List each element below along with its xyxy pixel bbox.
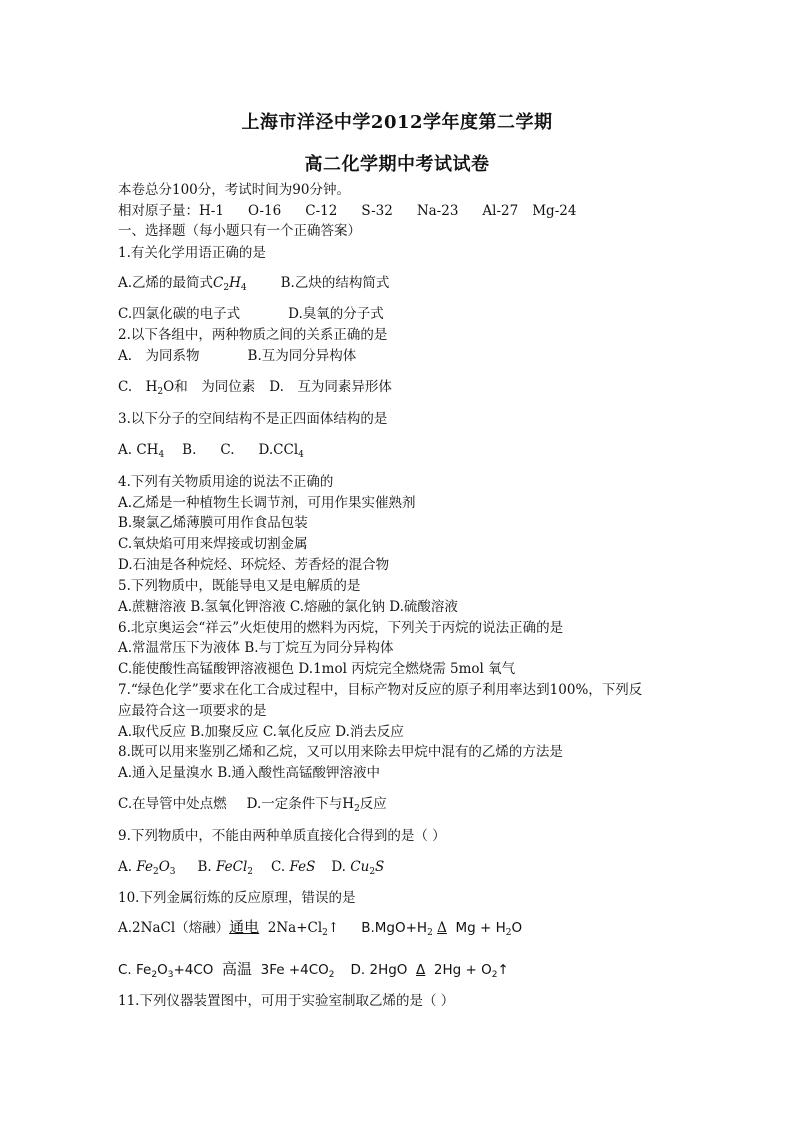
subscript: 2: [152, 867, 159, 877]
q7-stem-line1: 7.“绿色化学”要求在化工合成过程中，目标产物对反应的原子利用率达到100%，下列反: [118, 682, 643, 698]
q7-options: A.取代反应 B.加聚反应 C.氧化反应 D.消去反应: [118, 724, 404, 740]
subscript: 2: [354, 804, 360, 814]
heat-symbol: Δ: [416, 962, 426, 978]
formula: O: [157, 962, 168, 978]
q2-options-cd: [118, 378, 392, 401]
q10-options-cd: [118, 960, 509, 984]
subscript: 2: [491, 970, 498, 980]
q8-options-ab: A.通入足量溴水 B.通入酸性高锰酸钾溶液中: [118, 765, 381, 781]
q1-option-b: B.乙炔的结构简式: [280, 275, 390, 291]
formula: H: [229, 275, 241, 291]
atomic-mass-line: [118, 202, 576, 220]
q6-options-cd: C.能使酸性高锰酸钾溶液褪色 D.1mol 丙烷完全燃烧需 5mol 氧气: [118, 661, 516, 677]
q5-stem: 5.下列物质中，既能导电又是电解质的是: [118, 578, 361, 594]
atomic-mass-item: Na-23: [416, 203, 459, 219]
subscript: 3: [167, 970, 174, 980]
formula: Fe: [136, 859, 153, 875]
q9-option-c: C.: [271, 859, 286, 875]
formula: C: [213, 275, 224, 291]
atomic-mass-item: Mg-24: [532, 203, 577, 219]
q1-option-a: A.乙烯的最简式: [118, 275, 214, 291]
q2-option-c-text: O和 为同位素: [163, 379, 256, 395]
q9-option-b: B.: [197, 859, 212, 875]
subscript: 4: [158, 450, 165, 460]
q9-option-a: A.: [118, 859, 133, 875]
q1-stem: 1.有关化学用语正确的是: [118, 245, 266, 261]
q9-option-d: D.: [331, 859, 346, 875]
gas-arrow: ↑: [497, 962, 509, 978]
q10-option-d: D. 2HgO: [350, 962, 408, 978]
q1-options-cd: [118, 305, 384, 323]
q3-option-b: B.: [182, 442, 197, 458]
atomic-mass-item: O-16: [247, 203, 282, 219]
subscript: 2: [322, 928, 328, 938]
q2-stem: 2.以下各组中，两种物质之间的关系正确的是: [118, 327, 388, 343]
formula: Cu: [350, 859, 370, 875]
q5-options: A.蔗糖溶液 B.氢氧化钾溶液 C.熔融的氯化钠 D.硫酸溶液: [118, 599, 458, 615]
q9-stem: 9.下列物质中，不能由两种单质直接化合得到的是（ ）: [118, 828, 446, 844]
q3-option-c: C.: [220, 442, 235, 458]
subscript: 2: [223, 283, 230, 293]
q8-option-d-text: 反应: [359, 796, 387, 812]
q6-options-ab: A.常温常压下为液体 B.与丁烷互为同分异构体: [118, 640, 394, 656]
q1-option-d: D.臭氧的分子式: [288, 306, 384, 322]
formula: +4CO: [173, 962, 214, 978]
q10-option-b-product: Mg + H: [455, 920, 506, 936]
q4-option-a: A.乙烯是一种植物生长调节剂，可用作果实催熟剂: [118, 495, 416, 511]
q10-option-b: B.MgO+H: [361, 920, 428, 936]
q4-option-b: B.聚氯乙烯薄膜可用作食品包装: [118, 515, 308, 531]
subscript: 3: [169, 867, 176, 877]
subscript: 2: [247, 867, 254, 877]
q10-option-b-end: O: [511, 920, 523, 936]
q1-options-ab: [118, 274, 389, 297]
q10-stem: 10.下列金属衍炼的反应原理，错误的是: [118, 890, 356, 906]
q10-option-c-product: 3Fe +4CO: [260, 962, 329, 978]
q3-options: [118, 441, 304, 464]
formula: O: [158, 859, 170, 875]
atomic-mass-item: Al-27: [482, 203, 519, 219]
reaction-condition: 高温: [222, 960, 253, 978]
q10-option-c: C. Fe: [118, 962, 152, 978]
subscript: 2: [505, 928, 512, 938]
atomic-mass-item: C-12: [305, 203, 338, 219]
q2-option-a: A. 为同系物: [118, 348, 200, 364]
q10-option-d-product: 2Hg + O: [433, 962, 492, 978]
heat-symbol: Δ: [437, 920, 447, 936]
q4-option-d: D.石油是各种烷烃、环烷烃、芳香烃的混合物: [118, 557, 390, 573]
q3-option-d: D.CCl: [258, 442, 299, 458]
q2-option-b: B.互为同分异构体: [247, 348, 357, 364]
q11-stem: 11.下列仪器装置图中，可用于实验室制取乙烯的是（ ）: [118, 993, 455, 1009]
q10-option-a: A.2NaCl（熔融）: [118, 920, 230, 936]
atomic-mass-label: 相对原子量：: [118, 203, 199, 219]
atomic-mass-item: H-1: [199, 203, 224, 219]
q9-options: [118, 858, 384, 881]
q8-options-cd: [118, 795, 387, 818]
subscript: 4: [298, 450, 304, 460]
subscript: 4: [240, 283, 247, 293]
intro-text: 本卷总分100分，考试时间为90分钟。: [118, 182, 350, 198]
q2-option-c: C. H: [118, 379, 158, 395]
reaction-condition: 通电: [229, 918, 260, 936]
subscript: 2: [369, 867, 376, 877]
q4-stem: 4.下列有关物质用途的说法不正确的: [118, 474, 334, 490]
q3-stem: 3.以下分子的空间结构不是正四面体结构的是: [118, 411, 388, 427]
formula: S: [375, 859, 385, 875]
atomic-mass-item: S-32: [361, 203, 393, 219]
exam-subtitle: 高二化学期中考试试卷: [304, 154, 490, 175]
q2-option-d: D. 互为同素异形体: [269, 379, 392, 395]
q8-stem: 8.既可以用来鉴别乙烯和乙烷，又可以用来除去甲烷中混有的乙烯的方法是: [118, 744, 563, 760]
gas-arrow: ↑: [327, 920, 340, 936]
exam-title: 上海市洋泾中学2012学年度第二学期: [241, 112, 553, 133]
subscript: 2: [427, 928, 433, 938]
q4-option-c: C.氧炔焰可用来焊接或切割金属: [118, 536, 308, 552]
q6-stem: 6.北京奥运会“祥云”火炬使用的燃料为丙烷，下列关于丙烷的说法正确的是: [118, 620, 564, 636]
q1-option-c: C.四氯化碳的电子式: [118, 306, 241, 322]
subscript: 2: [151, 970, 158, 980]
section-heading: 一、选择题（每小题只有一个正确答案）: [118, 223, 361, 239]
q8-option-c: C.在导管中处点燃: [118, 796, 227, 812]
q10-option-a-product: 2Na+Cl: [267, 920, 323, 936]
formula: FeCl: [216, 859, 248, 875]
q8-option-d: D.一定条件下与H: [246, 796, 355, 812]
q2-options-ab: [118, 347, 356, 365]
q3-option-a: A. CH: [118, 442, 159, 458]
formula: FeS: [289, 859, 316, 875]
q7-stem-line2: 应最符合这一项要求的是: [118, 703, 267, 719]
subscript: 2: [328, 970, 335, 980]
q10-options-ab: [118, 918, 522, 942]
subscript: 2: [157, 387, 164, 397]
